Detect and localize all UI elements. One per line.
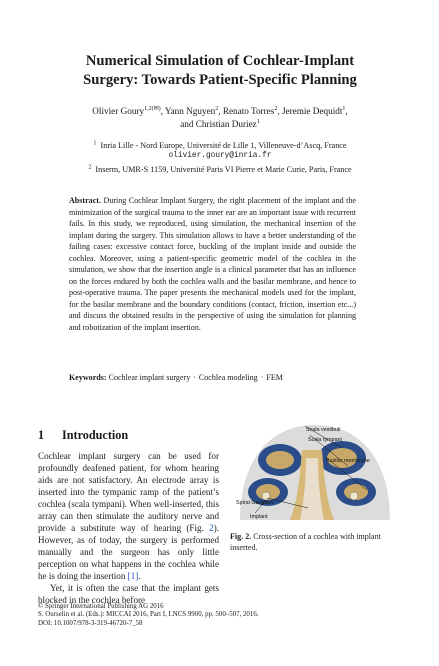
author-affiliation-mark: 2: [215, 105, 219, 112]
keywords-label: Keywords:: [69, 373, 107, 382]
abstract: [69, 195, 356, 333]
paper-title: [40, 52, 400, 90]
title-line-2: Surgery: Towards Patient-Specific Planning: [83, 72, 357, 88]
section-title: Introduction: [62, 428, 129, 442]
doi-line[interactable]: DOI: 10.1007/978-3-319-46720-7_58: [38, 619, 143, 627]
paragraph: Yet, it is often the case that the implant gets blocked in the cochlea before: [38, 583, 219, 605]
label-scala-vestibuli: Scala vestibuli: [306, 427, 341, 433]
copyright-line: © Springer International Publishing AG 2016: [38, 603, 164, 610]
caption-label: Fig. 2.: [230, 532, 252, 541]
abstract-label: Abstract.: [69, 196, 101, 205]
affiliation-text: Inria Lille - Nord Europe, Université de Lille 1, Villeneuve-d’Ascq, France: [100, 141, 347, 150]
author-name: Jeremie Dequidt: [281, 106, 343, 116]
section-number: 1: [38, 428, 45, 442]
paragraph: [38, 450, 219, 582]
paragraph-text: ). However, as of today, the surgery is performed manually and the surgeon has only little perception on what happens in the cochlea while he is doing the insertion: [38, 523, 219, 581]
label-scala-tympani: Scala tympani: [308, 437, 342, 443]
author-affiliation-mark: 1: [342, 105, 346, 112]
implant-cross-section: [350, 492, 358, 500]
paragraph-text: .: [138, 571, 141, 581]
author-name: Christian Duriez: [195, 119, 257, 129]
affiliation-1: [30, 140, 410, 162]
author-name: Renato Torres: [222, 106, 275, 116]
citation-link[interactable]: [1]: [127, 571, 139, 581]
copyright-footnote: [38, 603, 408, 628]
keyword-separator: ·: [193, 373, 196, 382]
title-line-1: Numerical Simulation of Cochlear-Implant: [85, 53, 355, 69]
figure-reference-link[interactable]: 2: [209, 523, 214, 533]
affiliation-number: 2: [88, 164, 92, 171]
keyword-item: FEM: [266, 373, 283, 382]
author-affiliation-mark: 2: [274, 105, 278, 112]
section-heading: [38, 428, 128, 443]
affiliation-2: [30, 164, 410, 175]
keyword-separator: ·: [260, 373, 264, 382]
keywords: [69, 372, 369, 383]
author-affiliation-mark: 1,2(✉): [144, 105, 161, 112]
author-name: Yann Nguyen: [164, 106, 216, 116]
abstract-text: During Cochlear Implant Surgery, the right placement of the implant and the minimization of the surgical trauma to the inner ear are an important issue with recurrent fails. In this study, we reproduced, using simulation, the mechanical insertion of the implant during the surgery. This simulation allows to have a better understanding of the failing cases: excessive contact force, buckling of the implant inside and outside the cochlea. Moreover, using a patient-specific geometric model of the cochlea in the simulation, we show that the insertion angle is a clinical parameter that has an influence on the forces endured by both the cochlea walls and the basilar membrane, and hence to post-operative trauma. The paper presents the mechanical models used for the implant, for the basilar membrane and the boundary conditions (contact, friction, insertion etc...) and discuss the obtained results in the perspective of using the simulation for planning and robotization of the implant insertion.: [69, 196, 356, 332]
author-affiliation-mark: 1: [256, 118, 260, 125]
affiliation-number: 1: [93, 140, 97, 147]
implant-cross-section: [262, 492, 270, 500]
author-name: Olivier Goury: [92, 106, 145, 116]
body-text: [38, 450, 219, 606]
keyword-item: Cochlear implant surgery: [108, 373, 191, 382]
citation-line: S. Ourselin et al. (Eds.): MICCAI 2016, Part I, LNCS 9900, pp. 500–507, 2016.: [38, 611, 259, 619]
upper-left-duct: [266, 451, 294, 469]
affiliation-text: Inserm, UMR-S 1159, Université Paris VI Pierre et Marie Curie, Paris, France: [95, 165, 352, 174]
paragraph-text: Cochlear implant surgery can be used for profoundly deafened patient, for whom hearing aids are not satisfactory. An electrode array is inserted into the tympanic ramp of the patient’s cochlea (scala tympani). When well-inserted, this array can then stimulate the auditory nerve and provide a substitute way of hearing (Fig.: [38, 451, 219, 533]
author-list: Olivier Goury$^{1,2(✉)}$, Yann Nguyen$^2$, Renato Torres$^2$, Jeremie Dequidt$^1$, and Christian Duriez$^1$: [92, 105, 348, 129]
keyword-item: Cochlea modeling: [198, 373, 258, 382]
figure-caption: [230, 532, 400, 553]
label-implant: Implant: [250, 514, 268, 520]
caption-text: Cross-section of a cochlea with implant inserted.: [230, 532, 381, 552]
author-conjunction: and: [180, 119, 194, 129]
author-email[interactable]: olivier.goury@inria.fr: [168, 152, 272, 160]
cochlea-figure: [230, 420, 398, 528]
label-basilar-membrane: Basilar membrane: [326, 458, 370, 464]
label-spiral-ganglion: Spiral Ganglion: [236, 500, 273, 506]
